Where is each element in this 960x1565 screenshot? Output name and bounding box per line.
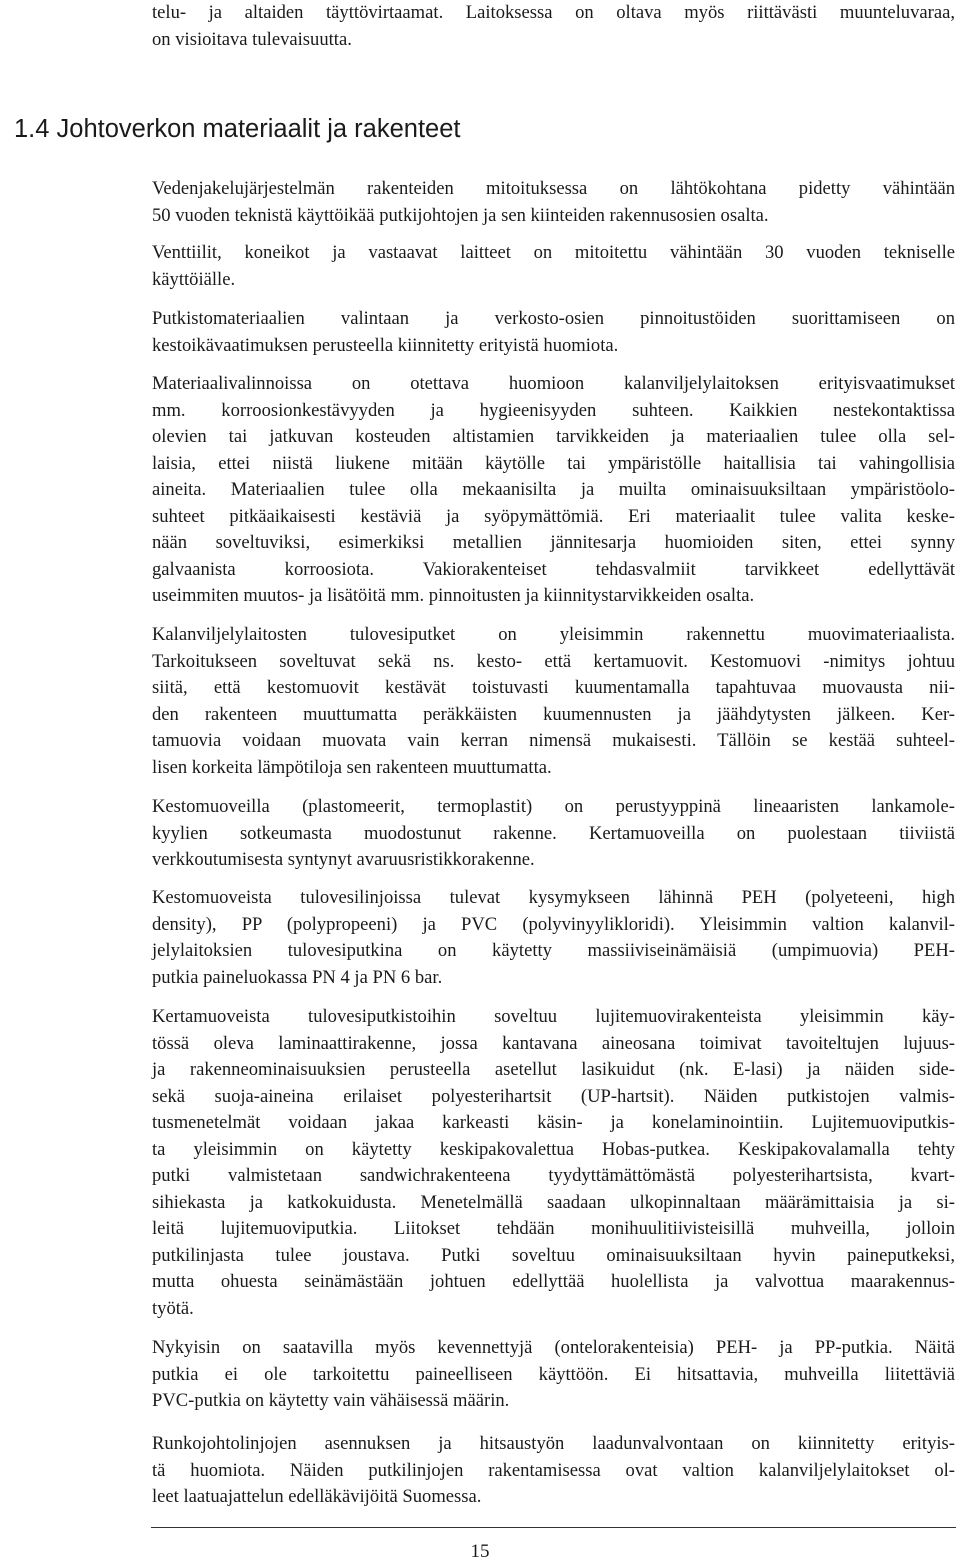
paragraph-line: Kestomuoveista tulovesilinjoissa tulevat kysymykseen lähinnä PEH (polyeteeni, high [152, 887, 955, 908]
paragraph-line: suhteet pitkäaikaisesti kestäviä ja syöpymättömiä. Eri materiaalit tulee valita keske- [152, 506, 955, 527]
paragraph-line: 50 vuoden teknistä käyttöikää putkijohtojen ja sen kiinteiden rakennusosien osalta. [152, 204, 769, 226]
paragraph-line: leet laatuajattelun edelläkävijöitä Suomessa. [152, 1486, 482, 1507]
paragraph-line: tössä oleva laminaattirakenne, jossa kantavana aineosana toimivat tavoiteltujen lujuus- [152, 1032, 955, 1054]
paragraph-line: putkia ei ole tarkoitettu paineelliseen käyttöön. Ei hitsattavia, muhveilla liitettäviä [152, 1363, 955, 1385]
paragraph-line: putkilinjasta tulee joustava. Putki soveltuu ominaisuuksiltaan hyvin paineputkeksi, [152, 1244, 955, 1266]
paragraph-line: kestoikävaatimuksen perusteella kiinnitetty erityistä huomiota. [152, 334, 619, 356]
footer-divider [151, 1527, 956, 1528]
paragraph-line: leitä lujitemuoviputkia. Liitokset tehdään monihuulitiivisteisillä muhveilla, jolloin [152, 1218, 955, 1239]
paragraph-line: density), PP (polypropeeni) ja PVC (polyvinyylikloridi). Yleisimmin valtion kalanvil- [152, 913, 955, 935]
paragraph-line: tusmenetelmät voidaan jakaa karkeasti käsin- ja konelaminointiin. Lujitemuoviputkis- [152, 1112, 955, 1133]
paragraph-line: laisia, ettei niistä liukene mitään käytölle tai ympäristölle haitallisia tai vahingollisia [152, 453, 955, 474]
paragraph-line: tamuovia voidaan muovata vain kerran nimensä mukaisesti. Tällöin se kestää suhteel- [152, 730, 955, 751]
paragraph-line: Venttiilit, koneikot ja vastaavat laitteet on mitoitettu vähintään 30 vuoden tekniselle [152, 242, 955, 263]
paragraph-line: sihiekasta ja katkokuidusta. Menetelmällä saadaan ulkopinnaltaan määrämittaisia ja si- [152, 1191, 955, 1213]
paragraph-line: Runkojohtolinjojen asennuksen ja hitsaustyön laadunvalvontaan on kiinnitetty erityis- [152, 1433, 955, 1454]
paragraph-line: olevien tai jatkuvan kosteuden altistamien tarvikkeiden ja materiaalien tulee olla sel- [152, 426, 955, 447]
paragraph-line: tä huomiota. Näiden putkilinjojen rakentamisessa ovat valtion kalanviljelylaitokset ol- [152, 1459, 955, 1481]
paragraph-line: useimmiten muutos- ja lisätöitä mm. pinnoitusten ja kiinnitystarvikkeiden osalta. [152, 585, 755, 606]
paragraph-line: työtä. [152, 1297, 194, 1319]
paragraph-line: jelylaitoksien tulovesiputkina on käytetty massiiviseinämäisiä (umpimuovia) PEH- [152, 940, 955, 961]
paragraph-line: siitä, että kestomuovit kestävät toistuvasti kuumentamalla tapahtuvaa muovausta nii- [152, 677, 955, 698]
paragraph-line: den rakenteen muuttumatta peräkkäisten kuumennusten ja jäähdytysten jälkeen. Ker- [152, 703, 955, 725]
paragraph-line: PVC-putkia on käytetty vain vähäisessä määrin. [152, 1390, 510, 1411]
paragraph-line: ja rakenneominaisuuksien perusteella asetellut lasikuidut (nk. E-lasi) ja näiden side- [152, 1059, 955, 1080]
paragraph-line: mutta ohuesta seinämästään johtuen edellyttää huolellista ja valvottua maarakennus- [152, 1271, 955, 1292]
paragraph-line: lisen korkeita lämpötiloja sen rakenteen muuttumatta. [152, 756, 552, 778]
paragraph-line: kyylien sotkeumasta muodostunut rakenne. Kertamuoveilla on puolestaan tiiviistä [152, 822, 955, 844]
paragraph-line: Tarkoitukseen soveltuvat sekä ns. kesto- että kertamuovit. Kestomuovi -nimitys johtuu [152, 650, 955, 672]
paragraph-line: Nykyisin on saatavilla myös kevennettyjä (ontelorakenteisia) PEH- ja PP-putkia. Näitä [152, 1337, 955, 1358]
paragraph-line: Kestomuoveilla (plastomeerit, termoplastit) on perustyyppinä lineaaristen lankamole- [152, 796, 955, 817]
paragraph-line: aineita. Materiaalien tulee olla mekaanisilta ja muilta ominaisuuksiltaan ympäristöolo- [152, 479, 955, 500]
paragraph-line: ta yleisimmin on käytetty keskipakovalettua Hobas-putkea. Keskipakovalamalla tehty [152, 1138, 955, 1160]
intro-line: on visioitava tulevaisuutta. [152, 28, 352, 50]
paragraph-line: putki valmistetaan sandwichrakenteena tyydyttämättömästä polyesterihartsista, kvart- [152, 1165, 955, 1186]
paragraph-line: verkkoutumisesta syntynyt avaruusristikkorakenne. [152, 849, 535, 870]
paragraph-line: käyttöiälle. [152, 268, 236, 290]
paragraph-line: nään soveltuviksi, esimerkiksi metallien jännitesarja huomioiden siten, ettei synny [152, 532, 955, 553]
paragraph-line: sekä suoja-aineina erilaiset polyesterihartsit (UP-hartsit). Näiden putkistojen valmis- [152, 1085, 955, 1107]
paragraph-line: Materiaalivalinnoissa on otettava huomioon kalanviljelylaitoksen erityisvaatimukset [152, 373, 955, 394]
intro-line: telu- ja altaiden täyttövirtaamat. Laitoksessa on oltava myös riittävästi muunteluvaraa, [152, 2, 955, 23]
paragraph-line: Vedenjakelujärjestelmän rakenteiden mitoituksessa on lähtökohtana pidetty vähintään [152, 178, 955, 199]
paragraph-line: Kertamuoveista tulovesiputkistoihin soveltuu lujitemuovirakenteista yleisimmin käy- [152, 1006, 955, 1027]
paragraph-line: putkia paineluokassa PN 4 ja PN 6 bar. [152, 966, 443, 988]
section-heading: 1.4 Johtoverkon materiaalit ja rakenteet [14, 115, 461, 143]
paragraph-line: mm. korroosionkestävyyden ja hygieenisyyden suhteen. Kaikkien nestekontaktissa [152, 400, 955, 421]
paragraph-line: Putkistomateriaalien valintaan ja verkosto-osien pinnoitustöiden suorittamiseen on [152, 308, 955, 329]
paragraph-line: galvaanista korroosiota. Vakiorakenteiset tehdasvalmiit tarvikkeet edellyttävät [152, 559, 955, 580]
paragraph-line: Kalanviljelylaitosten tulovesiputket on yleisimmin rakennettu muovimateriaalista. [152, 624, 955, 645]
page-number: 15 [470, 1541, 490, 1562]
